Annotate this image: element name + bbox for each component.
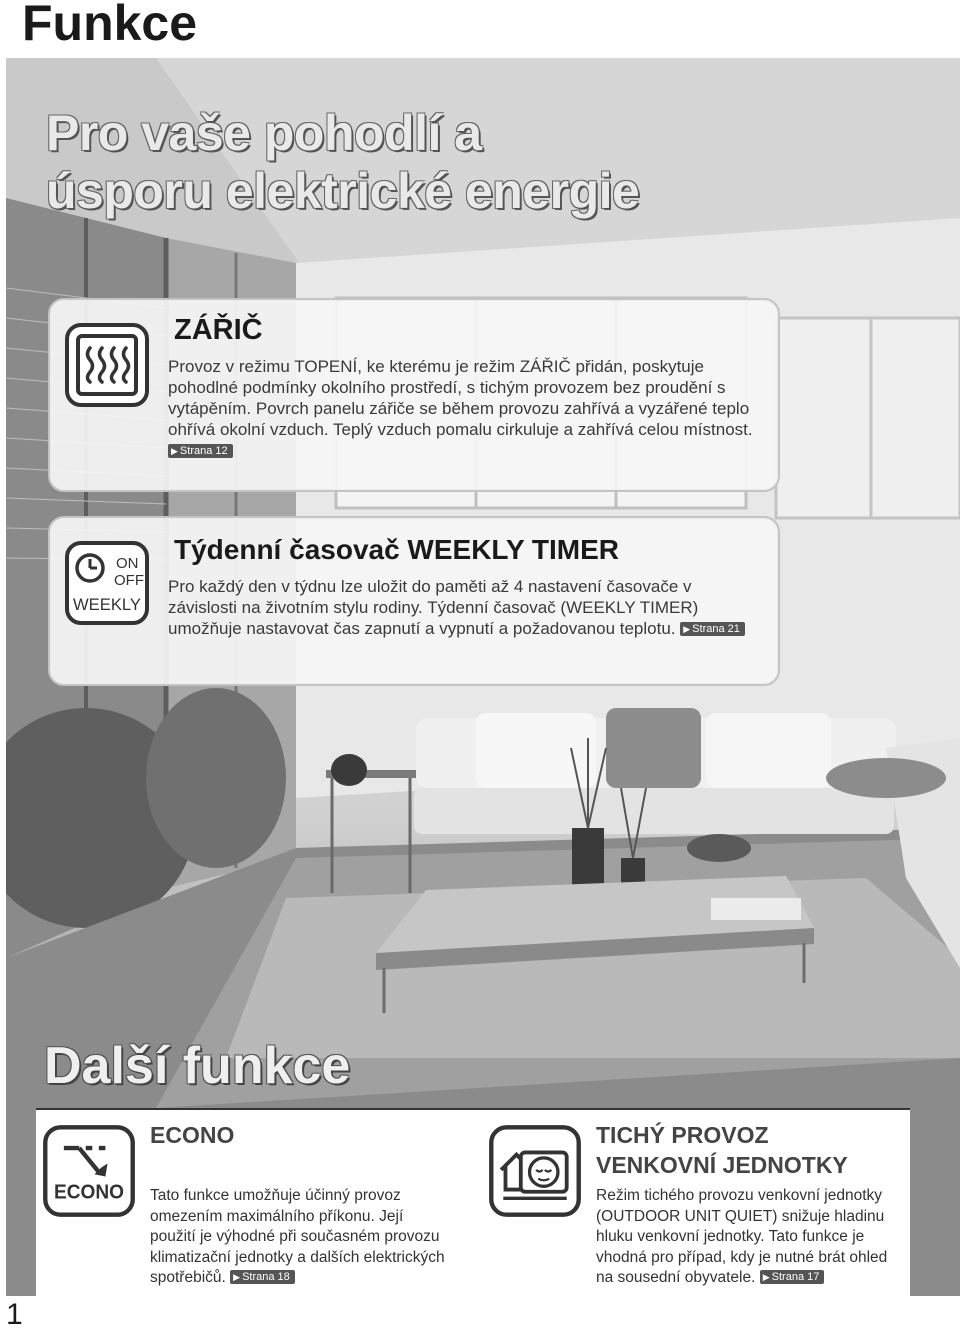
page-ref-arrow-icon: ▶: [683, 624, 691, 634]
econo-page-ref[interactable]: [230, 1270, 295, 1284]
quiet-heading: [596, 1120, 848, 1180]
weekly-timer-heading: Týdenní časovač WEEKLY TIMER: [174, 534, 620, 565]
quiet-text: Režim tichého provozu venkovní jednotky (OUTDOOR UNIT QUIET) snižuje hladinu hluku venkovní jednotky. Tato funkce je vhodná pro případ, kdy je nutné brát ohled na sousední obyvatele.: [596, 1187, 888, 1286]
weekly-timer-icon: [64, 540, 150, 626]
econo-heading: ECONO: [150, 1122, 235, 1148]
timer-icon-on-label: ON: [116, 555, 139, 572]
radiator-text: Provoz v režimu TOPENÍ, ke kterému je režim ZÁŘIČ přidán, poskytuje pohodlné podmínky okolního prostředí, s tichým provozem bez proudění s vytápěním. Povrch panelu zářiče se během provozu zahřívá a vyzářené teplo ohřívá okolní vzduch. Teplý vzduch pomalu cirkuluje a zahřívá celou místnost.: [168, 357, 753, 439]
econo-description: [150, 1186, 450, 1289]
weekly-timer-page-ref-label: Strana 21: [692, 623, 740, 635]
weekly-timer-text: Pro každý den v týdnu lze uložit do paměti až 4 nastavení časovače v závislosti na životním stylu rodiny. Týdenní časovač (WEEKLY TIMER) umožňuje nastavovat čas zapnutí a vypnutí a požadovanou teplotu.: [168, 577, 699, 638]
quiet-heading-line1: TICHÝ PROVOZ: [596, 1122, 769, 1148]
timer-icon-weekly-label: WEEKLY: [73, 595, 141, 614]
page-ref-arrow-icon: ▶: [171, 446, 178, 456]
more-features-panel: [36, 1108, 910, 1298]
quiet-page-ref[interactable]: [760, 1270, 825, 1284]
econo-icon: [42, 1124, 136, 1218]
more-features-title: Další funkce: [44, 1037, 351, 1095]
econo-text: Tato funkce umožňuje účinný provoz omezením maximálního příkonu. Její použití je výhodné při současném provozu klimatizační jednotky a dalších elektrických spotřebičů.: [150, 1187, 445, 1286]
hero-title: [46, 104, 639, 220]
econo-icon-label: ECONO: [54, 1180, 124, 1204]
page-title: Funkce: [22, 0, 198, 51]
quiet-description: [596, 1186, 906, 1289]
quiet-heading-line2: VENKOVNÍ JEDNOTKY: [596, 1152, 848, 1178]
hero-title-line2: úsporu elektrické energie: [46, 163, 640, 219]
econo-page-ref-label: Strana 18: [242, 1271, 290, 1283]
weekly-timer-description: [168, 576, 758, 639]
quiet-page-ref-label: Strana 17: [771, 1271, 820, 1283]
radiator-feature-card: [48, 298, 780, 492]
quiet-outdoor-unit-icon: [488, 1124, 582, 1218]
radiant-heat-icon: [64, 322, 150, 408]
radiator-heading: ZÁŘIČ: [174, 314, 263, 346]
page-ref-arrow-icon: ▶: [762, 1272, 770, 1282]
page-number: 1: [6, 1298, 23, 1331]
page-ref-arrow-icon: ▶: [233, 1272, 241, 1282]
weekly-timer-feature-card: [48, 516, 780, 686]
radiator-page-ref[interactable]: [168, 444, 233, 458]
radiator-description: [168, 356, 758, 461]
radiator-page-ref-label: Strana 12: [179, 445, 228, 457]
timer-icon-off-label: OFF: [114, 572, 144, 589]
weekly-timer-page-ref[interactable]: [680, 622, 745, 636]
hero-title-line1: Pro vaše pohodlí a: [46, 105, 482, 161]
